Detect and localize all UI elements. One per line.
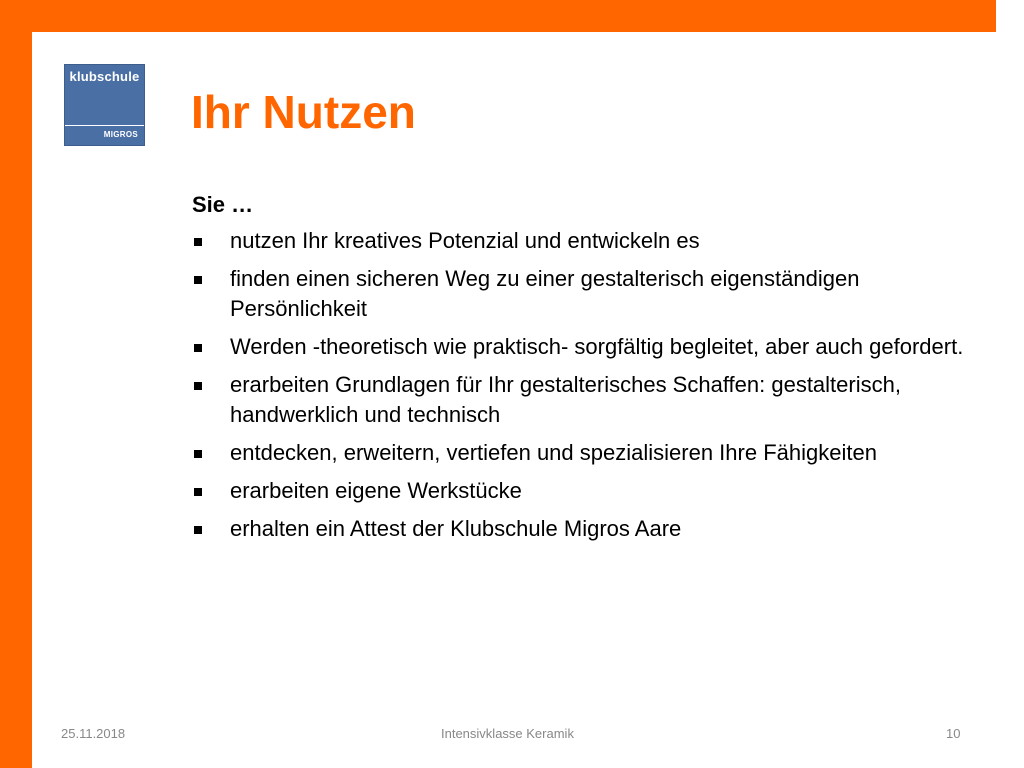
square-bullet-icon [194,344,202,352]
bullet-item [192,370,992,430]
bullet-item [192,264,992,324]
slide-intro: Sie … [192,192,254,217]
bullet-text: nutzen Ihr kreatives Potenzial und entwickeln es [230,228,700,253]
bullet-item [192,226,992,256]
page-number: 10 [946,726,961,741]
bullet-list [192,226,992,552]
square-bullet-icon [194,526,202,534]
slide-title: Ihr Nutzen [191,86,416,138]
bullet-text: erhalten ein Attest der Klubschule Migros Aare [230,516,682,541]
bullet-item [192,332,992,362]
footer-title: Intensivklasse Keramik [441,726,574,741]
logo-subtext: MIGROS [103,130,138,139]
bullet-text: entdecken, erweitern, vertiefen und spezialisieren Ihre Fähigkeiten [230,440,877,465]
bullet-item [192,514,992,544]
bullet-item [192,438,992,468]
square-bullet-icon [194,450,202,458]
bullet-text: Werden -theoretisch wie praktisch- sorgfältig begleitet, aber auch gefordert. [230,334,964,359]
klubschule-logo [64,64,145,146]
logo-wordmark: klubschule [69,69,140,84]
bullet-text: erarbeiten Grundlagen für Ihr gestalterisches Schaffen: gestalterisch, handwerklich und technisch [230,372,901,427]
bullet-item [192,476,992,506]
square-bullet-icon [194,382,202,390]
footer-date: 25.11.2018 [61,726,126,741]
left-orange-border [0,0,32,768]
square-bullet-icon [194,238,202,246]
square-bullet-icon [194,488,202,496]
logo-divider [65,125,144,126]
bullet-text: erarbeiten eigene Werkstücke [230,478,522,503]
top-orange-border [0,0,996,32]
square-bullet-icon [194,276,202,284]
bullet-text: finden einen sicheren Weg zu einer gestalterisch eigenständigen Persönlichkeit [230,266,860,321]
